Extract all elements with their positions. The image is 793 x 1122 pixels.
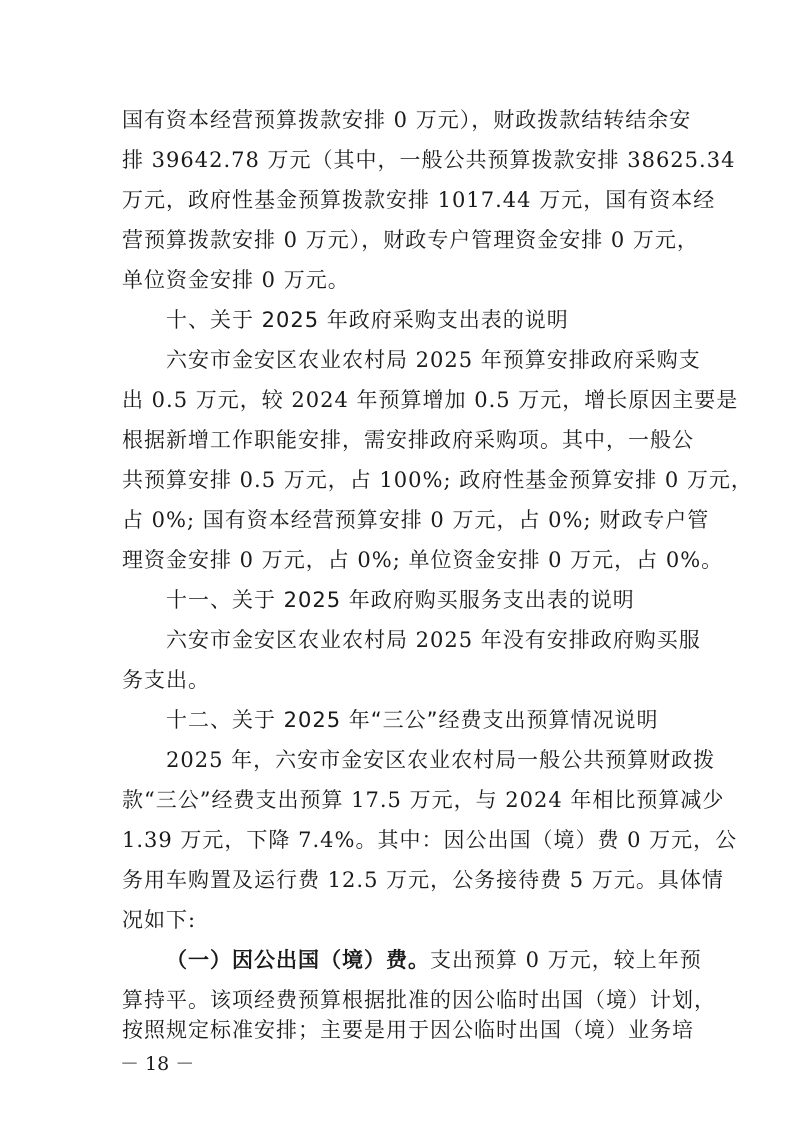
body-line: 排 39642.78 万元（其中，一般公共预算拨款安排 38625.34: [122, 148, 736, 172]
body-line: 六安市金安区农业农村局 2025 年预算安排政府采购支: [166, 348, 701, 372]
body-line: 理资金安排 0 万元，占 0%; 单位资金安排 0 万元，占 0%。: [122, 548, 724, 572]
section-heading-10: 十、关于 2025 年政府采购支出表的说明: [166, 308, 569, 332]
body-line: 国有资本经营预算拨款安排 0 万元），财政拨款结转结余安: [122, 108, 692, 132]
section-heading-12: 十二、关于 2025 年“三公”经费支出预算情况说明: [166, 708, 659, 732]
section-heading-11: 十一、关于 2025 年政府购买服务支出表的说明: [166, 588, 635, 612]
body-line: 营预算拨款安排 0 万元），财政专户管理资金安排 0 万元，: [122, 228, 699, 252]
body-line: 根据新增工作职能安排，需安排政府采购项。其中，一般公: [122, 428, 694, 452]
body-line: 务支出。: [122, 668, 210, 692]
body-line: 单位资金安排 0 万元。: [122, 268, 350, 292]
body-line: 算持平。该项经费预算根据批准的因公临时出国（境）计划，: [122, 988, 716, 1012]
page-number: － 18 －: [120, 1053, 195, 1075]
subsection-line: [166, 946, 702, 974]
body-line: 出 0.5 万元，较 2024 年预算增加 0.5 万元，增长原因主要是: [122, 388, 739, 412]
body-line: 共预算安排 0.5 万元，占 100%; 政府性基金预算安排 0 万元，: [122, 468, 753, 492]
body-line: 2025 年，六安市金安区农业农村局一般公共预算财政拨: [166, 748, 716, 772]
subsection-text: 支出预算 0 万元，较上年预: [430, 948, 702, 972]
body-line: 万元，政府性基金预算拨款安排 1017.44 万元，国有资本经: [122, 188, 716, 212]
body-line: 款“三公”经费支出预算 17.5 万元，与 2024 年相比预算减少: [122, 788, 725, 812]
body-line: 况如下:: [122, 908, 197, 932]
body-line: 占 0%; 国有资本经营预算安排 0 万元，占 0%; 财政专户管: [122, 508, 710, 532]
subsection-title: （一）因公出国（境）费。: [166, 947, 430, 972]
body-line: 务用车购置及运行费 12.5 万元，公务接待费 5 万元。具体情: [122, 868, 724, 892]
body-line: 1.39 万元，下降 7.4%。其中：因公出国（境）费 0 万元，公: [122, 828, 738, 852]
body-line: 六安市金安区农业农村局 2025 年没有安排政府购买服: [166, 628, 701, 652]
body-line: 按照规定标准安排；主要是用于因公临时出国（境）业务培: [122, 1018, 694, 1042]
